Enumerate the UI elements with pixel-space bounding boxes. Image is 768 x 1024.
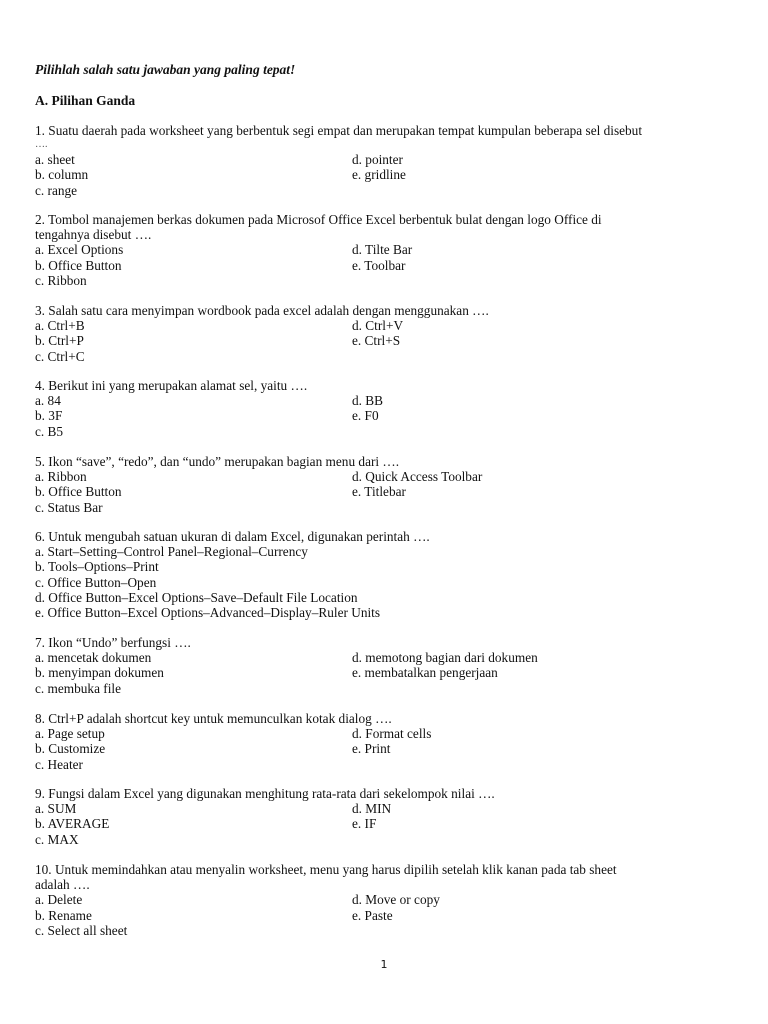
option-b: b. column (35, 167, 89, 183)
question-2 (35, 212, 735, 288)
option-b: b. Office Button (35, 484, 122, 500)
option-d: d. Move or copy (352, 892, 440, 908)
question-3 (35, 303, 735, 364)
question-text-cont: adalah …. (35, 877, 90, 893)
option-b: b. Rename (35, 907, 92, 923)
option-d: d. Quick Access Toolbar (352, 469, 483, 485)
question-5 (35, 454, 735, 515)
option-d: d. Ctrl+V (352, 318, 404, 334)
option-a: a. 84 (35, 393, 61, 409)
option-d: d. memotong bagian dari dokumen (352, 650, 538, 666)
option-a: a. sheet (35, 152, 75, 168)
option-e: e. F0 (352, 408, 379, 424)
option-c: c. B5 (35, 423, 64, 439)
option-e: e. membatalkan pengerjaan (352, 665, 498, 681)
option-a: a. SUM (35, 801, 77, 817)
question-9 (35, 786, 735, 847)
option-a: a. Ctrl+B (35, 318, 85, 334)
option-e: e. Titlebar (352, 484, 406, 500)
options (35, 469, 735, 515)
option-c: c. MAX (35, 831, 79, 847)
option-b: b. Tools–Options–Print (35, 559, 159, 575)
option-c: c. Heater (35, 756, 83, 772)
option-d: d. Office Button–Excel Options–Save–Default File Location (35, 589, 358, 605)
option-e: e. gridline (352, 167, 406, 183)
section-title: A. Pilihan Ganda (35, 93, 136, 108)
option-a: a. Ribbon (35, 469, 87, 485)
option-a: a. Start–Setting–Control Panel–Regional–Currency (35, 544, 308, 560)
option-d: d. Format cells (352, 726, 432, 742)
page-number: 1 (380, 958, 388, 971)
question-8 (35, 711, 735, 772)
question-text: 10. Untuk memindahkan atau menyalin worksheet, menu yang harus dipilih setelah klik kanan pada tab sheet (35, 862, 617, 877)
question-text: 4. Berikut ini yang merupakan alamat sel, yaitu …. (35, 378, 308, 393)
question-4 (35, 378, 735, 439)
option-b: b. 3F (35, 408, 63, 424)
question-text: 1. Suatu daerah pada worksheet yang berbentuk segi empat dan merupakan tempat kumpulan beberapa sel disebut (35, 123, 643, 138)
question-text: 7. Ikon “Undo” berfungsi …. (35, 635, 191, 650)
option-e: e. IF (352, 816, 377, 832)
question-text: 3. Salah satu cara menyimpan wordbook pada excel adalah dengan menggunakan …. (35, 303, 489, 318)
question-text: 8. Ctrl+P adalah shortcut key untuk memunculkan kotak dialog …. (35, 711, 392, 726)
option-c: c. Office Button–Open (35, 574, 157, 590)
option-c: c. Ribbon (35, 272, 87, 288)
option-d: d. MIN (352, 801, 392, 817)
option-b: b. menyimpan dokumen (35, 665, 164, 681)
option-e: e. Toolbar (352, 257, 406, 273)
options (35, 650, 735, 696)
question-text: 5. Ikon “save”, “redo”, dan “undo” merupakan bagian menu dari …. (35, 454, 400, 469)
question-10 (35, 862, 735, 938)
question-6 (35, 529, 735, 620)
option-e: e. Print (352, 741, 391, 757)
option-c: c. Select all sheet (35, 922, 128, 938)
option-c: c. range (35, 182, 78, 198)
option-c: c. Status Bar (35, 499, 103, 515)
options (35, 152, 735, 198)
option-c: c. membuka file (35, 680, 122, 696)
question-text: 9. Fungsi dalam Excel yang digunakan menghitung rata-rata dari sekelompok nilai …. (35, 786, 495, 801)
option-a: a. mencetak dokumen (35, 650, 152, 666)
question-text: 6. Untuk mengubah satuan ukuran di dalam Excel, digunakan perintah …. (35, 529, 430, 544)
option-e: e. Office Button–Excel Options–Advanced–Display–Ruler Units (35, 604, 381, 620)
options (35, 892, 735, 938)
option-d: d. BB (352, 393, 384, 409)
option-b: b. Office Button (35, 257, 122, 273)
instruction-text: Pilihlah salah satu jawaban yang paling tepat! (35, 62, 296, 77)
option-e: e. Ctrl+S (352, 333, 401, 349)
options (35, 318, 735, 364)
option-d: d. pointer (352, 152, 403, 168)
options (35, 726, 735, 772)
option-c: c. Ctrl+C (35, 348, 85, 364)
option-a: a. Page setup (35, 726, 105, 742)
question-text: 2. Tombol manajemen berkas dokumen pada Microsof Office Excel berbentuk bulat dengan logo Office di (35, 212, 602, 227)
question-text-cont: …. (35, 139, 48, 151)
option-b: b. Ctrl+P (35, 333, 84, 349)
options (35, 242, 735, 288)
options (35, 544, 735, 620)
question-text-cont: tengahnya disebut …. (35, 227, 152, 243)
option-e: e. Paste (352, 907, 393, 923)
question-7 (35, 635, 735, 696)
option-d: d. Tilte Bar (352, 242, 413, 258)
options (35, 393, 735, 439)
options (35, 801, 735, 847)
option-b: b. AVERAGE (35, 816, 110, 832)
option-b: b. Customize (35, 741, 106, 757)
option-a: a. Delete (35, 892, 83, 908)
question-1 (35, 123, 735, 198)
option-a: a. Excel Options (35, 242, 124, 258)
